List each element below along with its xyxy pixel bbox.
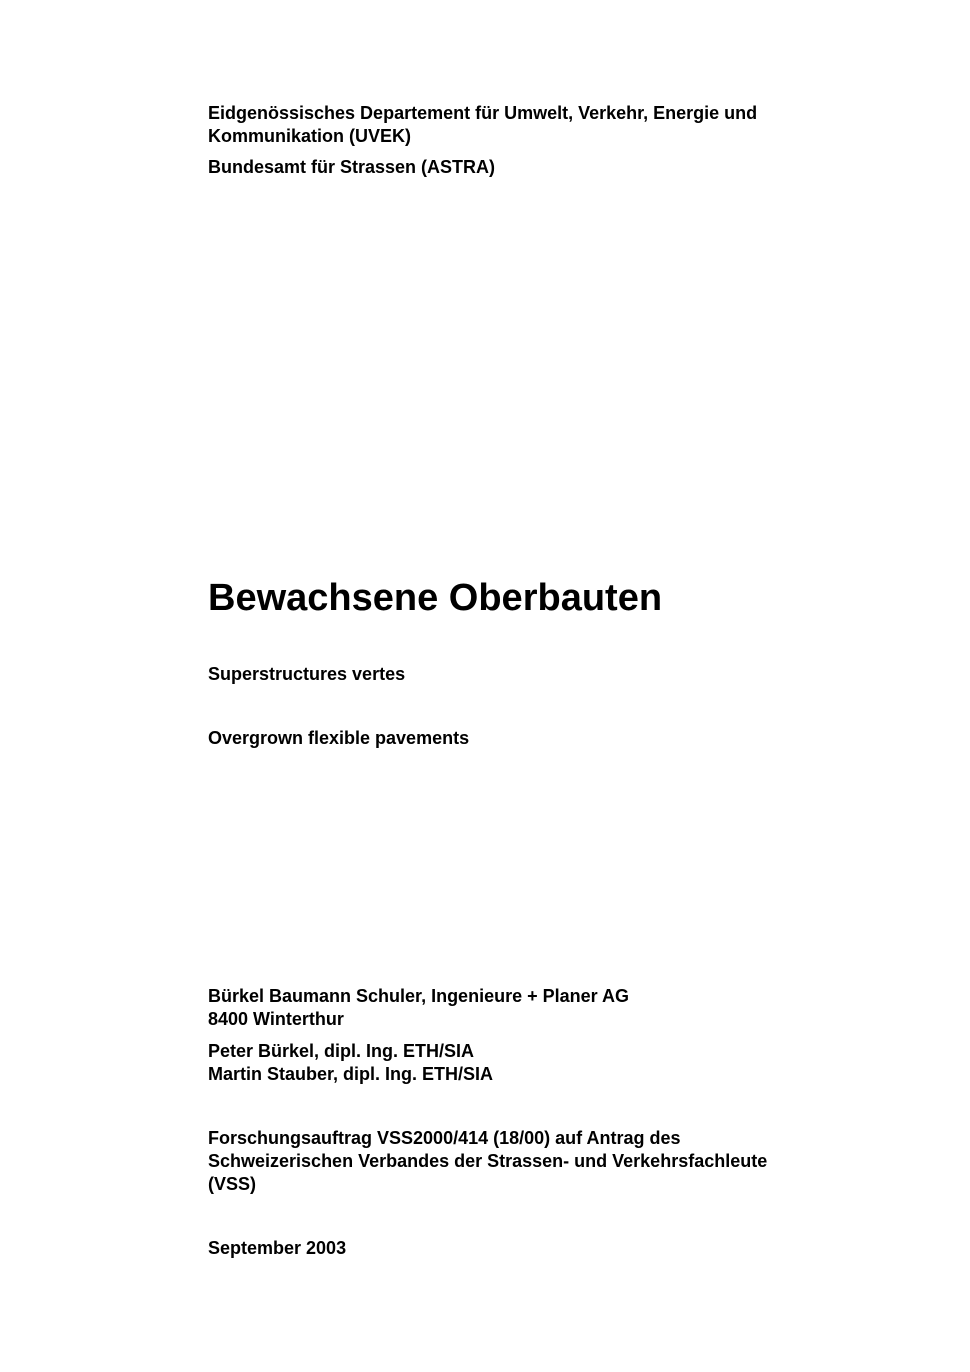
document-title: Bewachsene Oberbauten [208,577,663,619]
research-mandate [208,1127,848,1196]
company-info [208,985,848,1031]
research-line-1: Forschungsauftrag VSS2000/414 (18/00) auf Antrag des [208,1128,681,1148]
company-name: Bürkel Baumann Schuler, Ingenieure + Planer AG [208,986,629,1006]
office-name: Bundesamt für Strassen (ASTRA) [208,157,496,177]
publication-date-text: September 2003 [208,1238,347,1258]
english-subtitle-text: Overgrown flexible pavements [208,728,470,748]
company-location: 8400 Winterthur [208,1009,344,1029]
french-subtitle [208,663,848,686]
research-line-2: Schweizerischen Verbandes der Strassen- und Verkehrsfachleute [208,1151,768,1171]
author-list [208,1040,848,1086]
author-2: Martin Stauber, dipl. Ing. ETH/SIA [208,1064,494,1084]
publication-date [208,1237,848,1260]
research-line-3: (VSS) [208,1174,257,1194]
french-subtitle-text: Superstructures vertes [208,664,406,684]
author-1: Peter Bürkel, dipl. Ing. ETH/SIA [208,1041,475,1061]
department-heading [208,102,848,148]
department-line-2: Kommunikation (UVEK) [208,126,412,146]
english-subtitle [208,727,848,750]
office-heading [208,156,848,179]
department-line-1: Eidgenössisches Departement für Umwelt, Verkehr, Energie und [208,103,758,123]
